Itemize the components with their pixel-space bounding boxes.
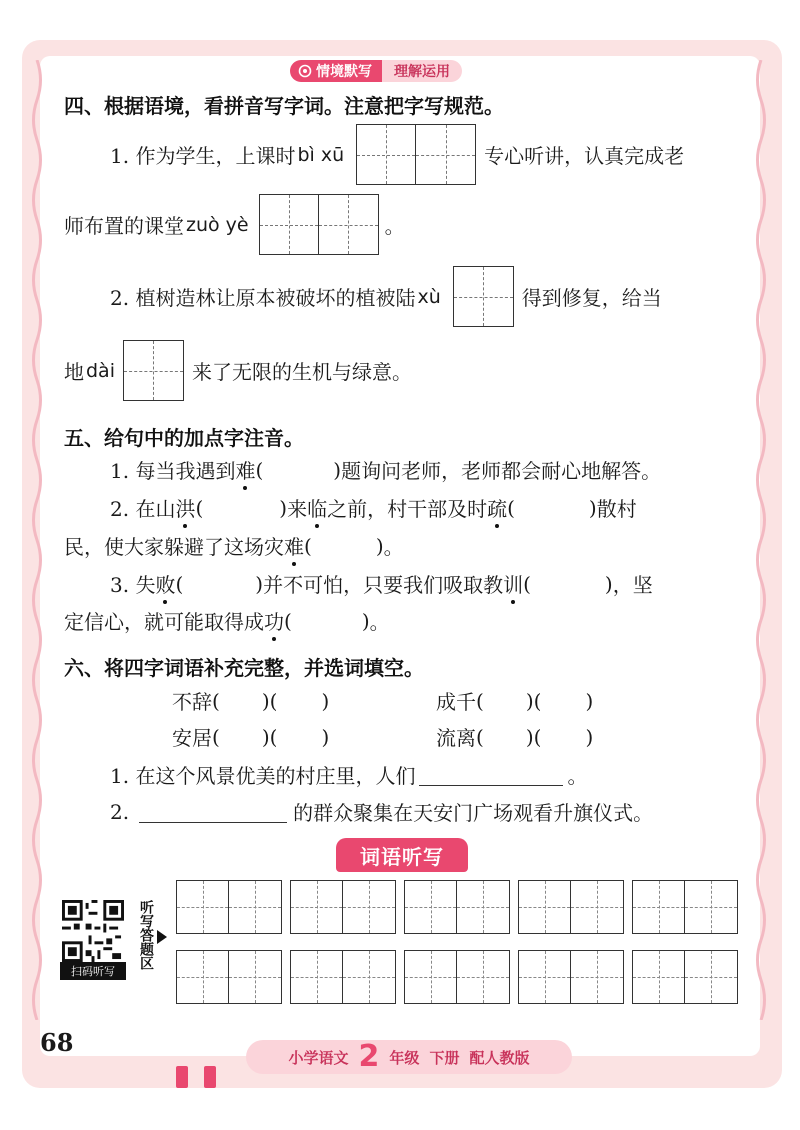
footer-grade-number: 2 bbox=[358, 1039, 380, 1074]
s4-q1-text-a: 1. 作为学生，上课时 bbox=[110, 144, 296, 168]
s4-q2-text-d: 来了无限的生机与绿意。 bbox=[191, 360, 412, 384]
footer-book-info bbox=[246, 1040, 572, 1074]
s4-q2-answer-grid-1[interactable] bbox=[453, 266, 514, 327]
s5-l2-text-a: 2. 在山 bbox=[110, 497, 176, 521]
s5-l3-text-a: 民，使大家躲避了这场灾 bbox=[64, 535, 284, 559]
s6-word-1 bbox=[172, 686, 329, 715]
section-banner bbox=[290, 60, 462, 82]
s5-dotted-char-8: 功 bbox=[264, 606, 284, 635]
grid-cell bbox=[685, 881, 737, 933]
s6-word-1-text: 不辞 bbox=[172, 690, 212, 714]
s5-l4-text-b: 并不可怕，只要我们吸取教 bbox=[263, 573, 504, 597]
grid-cell bbox=[260, 195, 319, 254]
s5-line3 bbox=[64, 531, 404, 560]
grid-cell bbox=[685, 951, 737, 1003]
dictation-grid-1[interactable] bbox=[176, 880, 282, 934]
section-6-title: 六、将四字词语补充完整，并选词填空。 bbox=[64, 656, 424, 680]
s4-q1-line2 bbox=[64, 194, 405, 255]
s5-l5-text-a: 定信心，就可能取得成 bbox=[64, 610, 264, 634]
footer-volume: 下册 bbox=[429, 1048, 460, 1067]
grid-cell bbox=[319, 195, 378, 254]
grid-cell bbox=[124, 341, 183, 400]
grid-cell bbox=[229, 881, 281, 933]
s5-answer-blank-1[interactable]: ( ) bbox=[255, 457, 342, 482]
s4-q2-text-b: 得到修复，给当 bbox=[521, 286, 662, 310]
footer-edition: 配人教版 bbox=[469, 1048, 530, 1067]
dictation-grid-5[interactable] bbox=[632, 880, 738, 934]
s4-q1-text-c: 师布置的课堂 bbox=[64, 214, 184, 238]
s6-word-3-text: 安居 bbox=[172, 726, 212, 750]
s5-l1-text-a: 1. 每当我遇到 bbox=[110, 459, 236, 483]
s5-line5 bbox=[64, 606, 390, 635]
s5-answer-blank-7[interactable]: ( ) bbox=[284, 608, 370, 633]
banner-badge-text: 情境默写 bbox=[316, 64, 372, 80]
decorative-wave-border-left bbox=[30, 60, 44, 1020]
grid-cell bbox=[457, 951, 509, 1003]
s6-word-3 bbox=[172, 722, 329, 751]
dictation-grid-3[interactable] bbox=[404, 880, 510, 934]
s6-fill-2-number: 2. bbox=[110, 799, 130, 824]
arrow-right-icon bbox=[157, 930, 167, 944]
grid-cell bbox=[519, 881, 571, 933]
s5-dotted-char-2: 洪 bbox=[175, 493, 195, 522]
dictation-grid-7[interactable] bbox=[290, 950, 396, 1004]
s5-line2 bbox=[110, 493, 637, 522]
s6-word-1-blank-1[interactable]: ( ) bbox=[212, 688, 270, 713]
s5-l3-end: 。 bbox=[383, 535, 404, 559]
s5-dotted-char-7: 训 bbox=[503, 569, 523, 598]
s5-dotted-char-5: 难 bbox=[284, 531, 304, 560]
qr-label: 扫码听写 bbox=[60, 962, 126, 980]
grid-cell bbox=[416, 125, 475, 184]
dictation-grid-6[interactable] bbox=[176, 950, 282, 1004]
s5-line4 bbox=[110, 569, 653, 598]
s5-answer-blank-2[interactable]: ( ) bbox=[195, 495, 288, 520]
grid-cell bbox=[457, 881, 509, 933]
s5-l1-text-b: 题询问老师，老师都会耐心地解答。 bbox=[341, 459, 662, 483]
grid-cell bbox=[343, 951, 395, 1003]
dictation-grid-9[interactable] bbox=[518, 950, 624, 1004]
grid-cell bbox=[633, 881, 685, 933]
grid-cell bbox=[291, 951, 343, 1003]
s6-fill-1 bbox=[110, 760, 587, 789]
decorative-wave-border-right bbox=[754, 60, 768, 1020]
grid-cell bbox=[177, 951, 229, 1003]
decorative-tabs bbox=[176, 1066, 216, 1088]
dictation-title: 词语听写 bbox=[336, 838, 468, 872]
s4-q2-text-c: 地 bbox=[64, 360, 84, 384]
dictation-grid-10[interactable] bbox=[632, 950, 738, 1004]
s4-q2-text-a: 2. 植树造林让原本被破坏的植被陆 bbox=[110, 286, 416, 310]
s6-word-4-blank-1[interactable]: ( ) bbox=[476, 724, 534, 749]
s6-word-3-blank-1[interactable]: ( ) bbox=[212, 724, 270, 749]
s5-answer-blank-6[interactable]: ( ) bbox=[523, 571, 613, 596]
grid-cell bbox=[571, 951, 623, 1003]
grid-cell bbox=[229, 951, 281, 1003]
dictation-grid-4[interactable] bbox=[518, 880, 624, 934]
s6-fill-2-blank[interactable] bbox=[139, 801, 287, 823]
grid-cell bbox=[633, 951, 685, 1003]
s4-q1-pinyin-2: zuò yè bbox=[186, 213, 249, 236]
s5-l2-text-c: 之前，村干部及时 bbox=[327, 497, 488, 521]
footer-subject: 小学语文 bbox=[288, 1048, 349, 1067]
s4-q1-text-b: 专心听讲，认真完成老 bbox=[484, 144, 685, 168]
dictation-grid-8[interactable] bbox=[404, 950, 510, 1004]
grid-cell bbox=[405, 951, 457, 1003]
footer-grade: 年级 bbox=[389, 1048, 420, 1067]
s5-l2-text-d: 散村 bbox=[596, 497, 637, 521]
s6-word-2 bbox=[436, 686, 593, 715]
s6-word-3-blank-2[interactable]: ( ) bbox=[269, 724, 330, 749]
s6-word-1-blank-2[interactable]: ( ) bbox=[269, 688, 330, 713]
s4-q2-pinyin-2: dài bbox=[86, 359, 115, 382]
grid-cell bbox=[519, 951, 571, 1003]
qr-code-icon[interactable] bbox=[62, 900, 124, 962]
tab-mark bbox=[176, 1066, 188, 1088]
grid-cell bbox=[454, 267, 513, 326]
grid-cell bbox=[405, 881, 457, 933]
s6-word-2-text: 成千 bbox=[436, 690, 476, 714]
s4-q2-answer-grid-2[interactable] bbox=[123, 340, 184, 401]
s5-dotted-char-3: 临 bbox=[307, 493, 327, 522]
s4-q1-end: 。 bbox=[384, 214, 405, 238]
s5-dotted-char-1: 难 bbox=[235, 455, 255, 484]
s5-answer-blank-4[interactable]: ( ) bbox=[304, 533, 384, 558]
grid-cell bbox=[291, 881, 343, 933]
s5-dotted-char-4: 疏 bbox=[487, 493, 507, 522]
grid-cell bbox=[177, 881, 229, 933]
s5-l4-text-a: 3. 失 bbox=[110, 573, 156, 597]
s4-q1-answer-grid-2[interactable] bbox=[259, 194, 379, 255]
s5-line1 bbox=[110, 455, 661, 484]
dictation-side-label: 听写答题区 bbox=[138, 900, 154, 970]
s6-fill-1-text: 1. 在这个风景优美的村庄里，人们 bbox=[110, 764, 416, 788]
s6-fill-2 bbox=[110, 797, 653, 826]
s5-answer-blank-3[interactable]: ( ) bbox=[507, 495, 597, 520]
s5-l5-end: 。 bbox=[369, 610, 390, 634]
s6-fill-1-blank[interactable] bbox=[419, 764, 563, 786]
s6-word-4 bbox=[436, 722, 593, 751]
s5-l2-text-b: 来 bbox=[287, 497, 308, 521]
banner-badge bbox=[290, 60, 382, 82]
dictation-grid-2[interactable] bbox=[290, 880, 396, 934]
s4-q2-line2 bbox=[64, 340, 412, 401]
s4-q1-answer-grid-1[interactable] bbox=[356, 124, 476, 185]
grid-cell bbox=[357, 125, 416, 184]
s4-q2-pinyin-1: xù bbox=[417, 285, 441, 308]
grid-cell bbox=[343, 881, 395, 933]
s6-word-2-blank-2[interactable]: ( ) bbox=[533, 688, 594, 713]
s4-q1-line1 bbox=[110, 124, 684, 185]
section-5-title: 五、给句中的加点字注音。 bbox=[64, 426, 304, 450]
flower-icon bbox=[298, 64, 312, 78]
s5-dotted-char-6: 败 bbox=[155, 569, 175, 598]
s4-q1-pinyin-1: bì xū bbox=[297, 143, 345, 166]
s6-word-4-text: 流离 bbox=[436, 726, 476, 750]
tab-mark bbox=[204, 1066, 216, 1088]
s4-q2-line1 bbox=[110, 266, 662, 327]
s6-word-2-blank-1[interactable]: ( ) bbox=[476, 688, 534, 713]
s5-l4-text-c: ，坚 bbox=[612, 573, 653, 597]
grid-cell bbox=[571, 881, 623, 933]
s6-fill-2-text: 的群众聚集在天安门广场观看升旗仪式。 bbox=[293, 801, 654, 825]
page-number: 68 bbox=[40, 1028, 74, 1057]
s6-fill-1-end: 。 bbox=[567, 764, 588, 788]
s5-answer-blank-5[interactable]: ( ) bbox=[175, 571, 264, 596]
section-4-title: 四、根据语境，看拼音写字词。注意把字写规范。 bbox=[64, 94, 504, 118]
banner-tag: 理解运用 bbox=[382, 60, 462, 82]
s6-word-4-blank-2[interactable]: ( ) bbox=[533, 724, 594, 749]
